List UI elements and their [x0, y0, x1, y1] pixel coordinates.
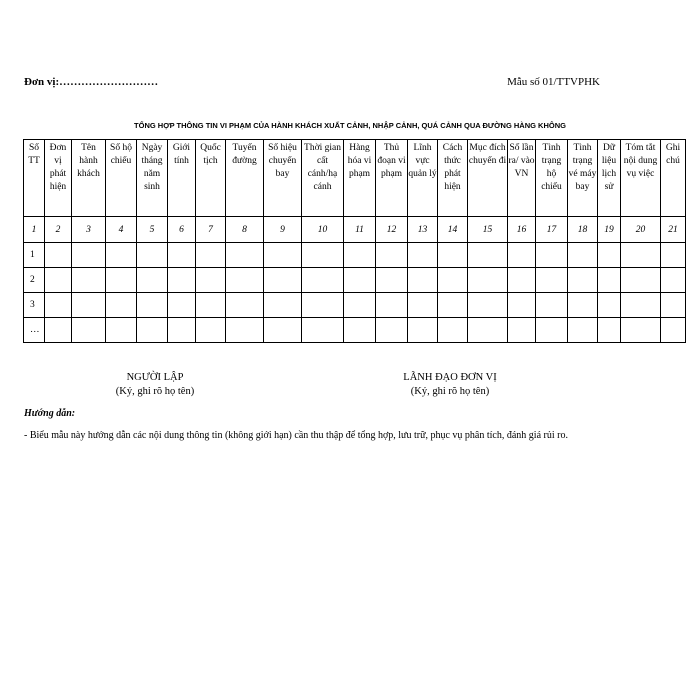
- table-cell: [168, 243, 196, 268]
- table-cell: [226, 318, 264, 343]
- table-cell: [568, 318, 598, 343]
- column-header: Tuyến đường: [226, 140, 264, 217]
- column-header: Mục đích chuyến đi: [468, 140, 508, 217]
- table-cell: [72, 243, 106, 268]
- preparer-note: (Ký, ghi rõ họ tên): [115, 386, 195, 397]
- table-cell: [168, 318, 196, 343]
- table-cell: [508, 318, 536, 343]
- form-code: Mẫu số 01/TTVPHK: [507, 76, 600, 88]
- column-number: 19: [598, 217, 621, 243]
- table-cell: [468, 293, 508, 318]
- column-number: 18: [568, 217, 598, 243]
- column-number: 2: [45, 217, 72, 243]
- table-cell: [468, 243, 508, 268]
- table-cell: [568, 268, 598, 293]
- table-cell: [226, 268, 264, 293]
- table-cell: [621, 243, 661, 268]
- column-number: 21: [661, 217, 686, 243]
- row-number: 1: [24, 243, 45, 268]
- table-cell: [536, 243, 568, 268]
- column-header: Tóm tắt nội dung vụ việc: [621, 140, 661, 217]
- table-cell: [408, 293, 438, 318]
- column-number: 3: [72, 217, 106, 243]
- table-row: [24, 293, 686, 318]
- table-cell: [661, 293, 686, 318]
- column-header: Số hộ chiếu: [106, 140, 137, 217]
- table-cell: [302, 293, 344, 318]
- column-header: Lĩnh vực quản lý: [408, 140, 438, 217]
- column-header: Số lần ra/ vào VN: [508, 140, 536, 217]
- header-row: [24, 140, 686, 217]
- column-number: 15: [468, 217, 508, 243]
- table-cell: [45, 243, 72, 268]
- table-cell: [106, 243, 137, 268]
- column-number: 20: [621, 217, 661, 243]
- table-cell: [168, 293, 196, 318]
- table-cell: [408, 268, 438, 293]
- table-cell: [72, 293, 106, 318]
- column-header: Cách thức phát hiện: [438, 140, 468, 217]
- leader-note: (Ký, ghi rõ họ tên): [410, 386, 490, 397]
- table-cell: [196, 243, 226, 268]
- table-cell: [137, 318, 168, 343]
- table-cell: [568, 293, 598, 318]
- table-cell: [438, 318, 468, 343]
- table-cell: [344, 318, 376, 343]
- column-header: Thủ đoạn vi phạm: [376, 140, 408, 217]
- table-cell: [376, 293, 408, 318]
- table-cell: [264, 268, 302, 293]
- column-header: Đơn vị phát hiện: [45, 140, 72, 217]
- row-number: 2: [24, 268, 45, 293]
- table-cell: [302, 243, 344, 268]
- preparer-signature: [105, 371, 205, 399]
- table-cell: [106, 268, 137, 293]
- table-cell: [508, 268, 536, 293]
- column-header: Quốc tịch: [196, 140, 226, 217]
- guide-text: - Biểu mẫu này hướng dẫn các nội dung thông tin (không giới hạn) cần thu thập để tổng hợp, lưu trữ, phục vụ phân tích, đánh giá rủi ro.: [24, 430, 568, 441]
- table-cell: [598, 293, 621, 318]
- column-number: 14: [438, 217, 468, 243]
- column-number: 8: [226, 217, 264, 243]
- table-cell: [137, 243, 168, 268]
- table-cell: [536, 293, 568, 318]
- table-cell: [226, 243, 264, 268]
- column-number-row: [24, 217, 686, 243]
- table-cell: [264, 243, 302, 268]
- table-cell: [264, 293, 302, 318]
- column-number: 10: [302, 217, 344, 243]
- table-cell: [536, 268, 568, 293]
- table-cell: [408, 318, 438, 343]
- table-cell: [621, 268, 661, 293]
- table-cell: [468, 318, 508, 343]
- table-cell: [106, 293, 137, 318]
- table-cell: [621, 318, 661, 343]
- column-number: 1: [24, 217, 45, 243]
- table-cell: [408, 243, 438, 268]
- column-header: Hàng hóa vi phạm: [344, 140, 376, 217]
- column-number: 12: [376, 217, 408, 243]
- column-header: Thời gian cất cánh/hạ cánh: [302, 140, 344, 217]
- table-cell: [196, 268, 226, 293]
- column-number: 5: [137, 217, 168, 243]
- table-row: [24, 268, 686, 293]
- form-title: TỔNG HỢP THÔNG TIN VI PHẠM CỦA HÀNH KHÁCH XUẤT CẢNH, NHẬP CẢNH, QUÁ CẢNH QUA ĐƯỜNG HÀNG KHÔNG: [134, 121, 566, 130]
- column-number: 9: [264, 217, 302, 243]
- table-cell: [468, 268, 508, 293]
- column-header: Tên hành khách: [72, 140, 106, 217]
- table-cell: [438, 293, 468, 318]
- table-cell: [226, 293, 264, 318]
- column-header: Ngày tháng năm sinh: [137, 140, 168, 217]
- column-number: 16: [508, 217, 536, 243]
- table-cell: [508, 243, 536, 268]
- table-cell: [376, 268, 408, 293]
- table-cell: [598, 268, 621, 293]
- table-cell: [568, 243, 598, 268]
- table-cell: [598, 243, 621, 268]
- leader-role: LÃNH ĐẠO ĐƠN VỊ: [403, 372, 497, 383]
- table-cell: [168, 268, 196, 293]
- guide-heading: Hướng dẫn:: [24, 408, 76, 419]
- column-number: 11: [344, 217, 376, 243]
- unit-label: Đơn vị:………………………: [24, 76, 159, 88]
- row-number: …: [24, 318, 45, 343]
- table-row: [24, 318, 686, 343]
- table-cell: [45, 268, 72, 293]
- table-cell: [302, 268, 344, 293]
- column-header: Ghi chú: [661, 140, 686, 217]
- table-cell: [438, 268, 468, 293]
- table-cell: [661, 318, 686, 343]
- table-cell: [72, 318, 106, 343]
- column-header: Số hiệu chuyến bay: [264, 140, 302, 217]
- table-cell: [376, 318, 408, 343]
- column-number: 7: [196, 217, 226, 243]
- row-number: 3: [24, 293, 45, 318]
- column-header: Số TT: [24, 140, 45, 217]
- table-cell: [376, 243, 408, 268]
- table-cell: [344, 243, 376, 268]
- table-cell: [137, 293, 168, 318]
- table-cell: [661, 268, 686, 293]
- table-cell: [72, 268, 106, 293]
- table-cell: [621, 293, 661, 318]
- column-number: 13: [408, 217, 438, 243]
- column-header: Tình trạng vé máy bay: [568, 140, 598, 217]
- table-cell: [45, 318, 72, 343]
- column-header: Dữ liệu lịch sử: [598, 140, 621, 217]
- table-cell: [45, 293, 72, 318]
- table-cell: [196, 318, 226, 343]
- column-header: Tình trạng hộ chiếu: [536, 140, 568, 217]
- table-cell: [264, 318, 302, 343]
- table-cell: [598, 318, 621, 343]
- table-cell: [302, 318, 344, 343]
- column-number: 6: [168, 217, 196, 243]
- table-cell: [106, 318, 137, 343]
- column-header: Giới tính: [168, 140, 196, 217]
- violation-table: [23, 139, 686, 343]
- column-number: 17: [536, 217, 568, 243]
- table-cell: [137, 268, 168, 293]
- column-number: 4: [106, 217, 137, 243]
- table-row: [24, 243, 686, 268]
- table-cell: [438, 243, 468, 268]
- table-cell: [661, 243, 686, 268]
- table-cell: [344, 293, 376, 318]
- table-cell: [536, 318, 568, 343]
- table-cell: [344, 268, 376, 293]
- table-cell: [196, 293, 226, 318]
- table-cell: [508, 293, 536, 318]
- leader-signature: [385, 371, 515, 399]
- preparer-role: NGƯỜI LẬP: [126, 372, 184, 383]
